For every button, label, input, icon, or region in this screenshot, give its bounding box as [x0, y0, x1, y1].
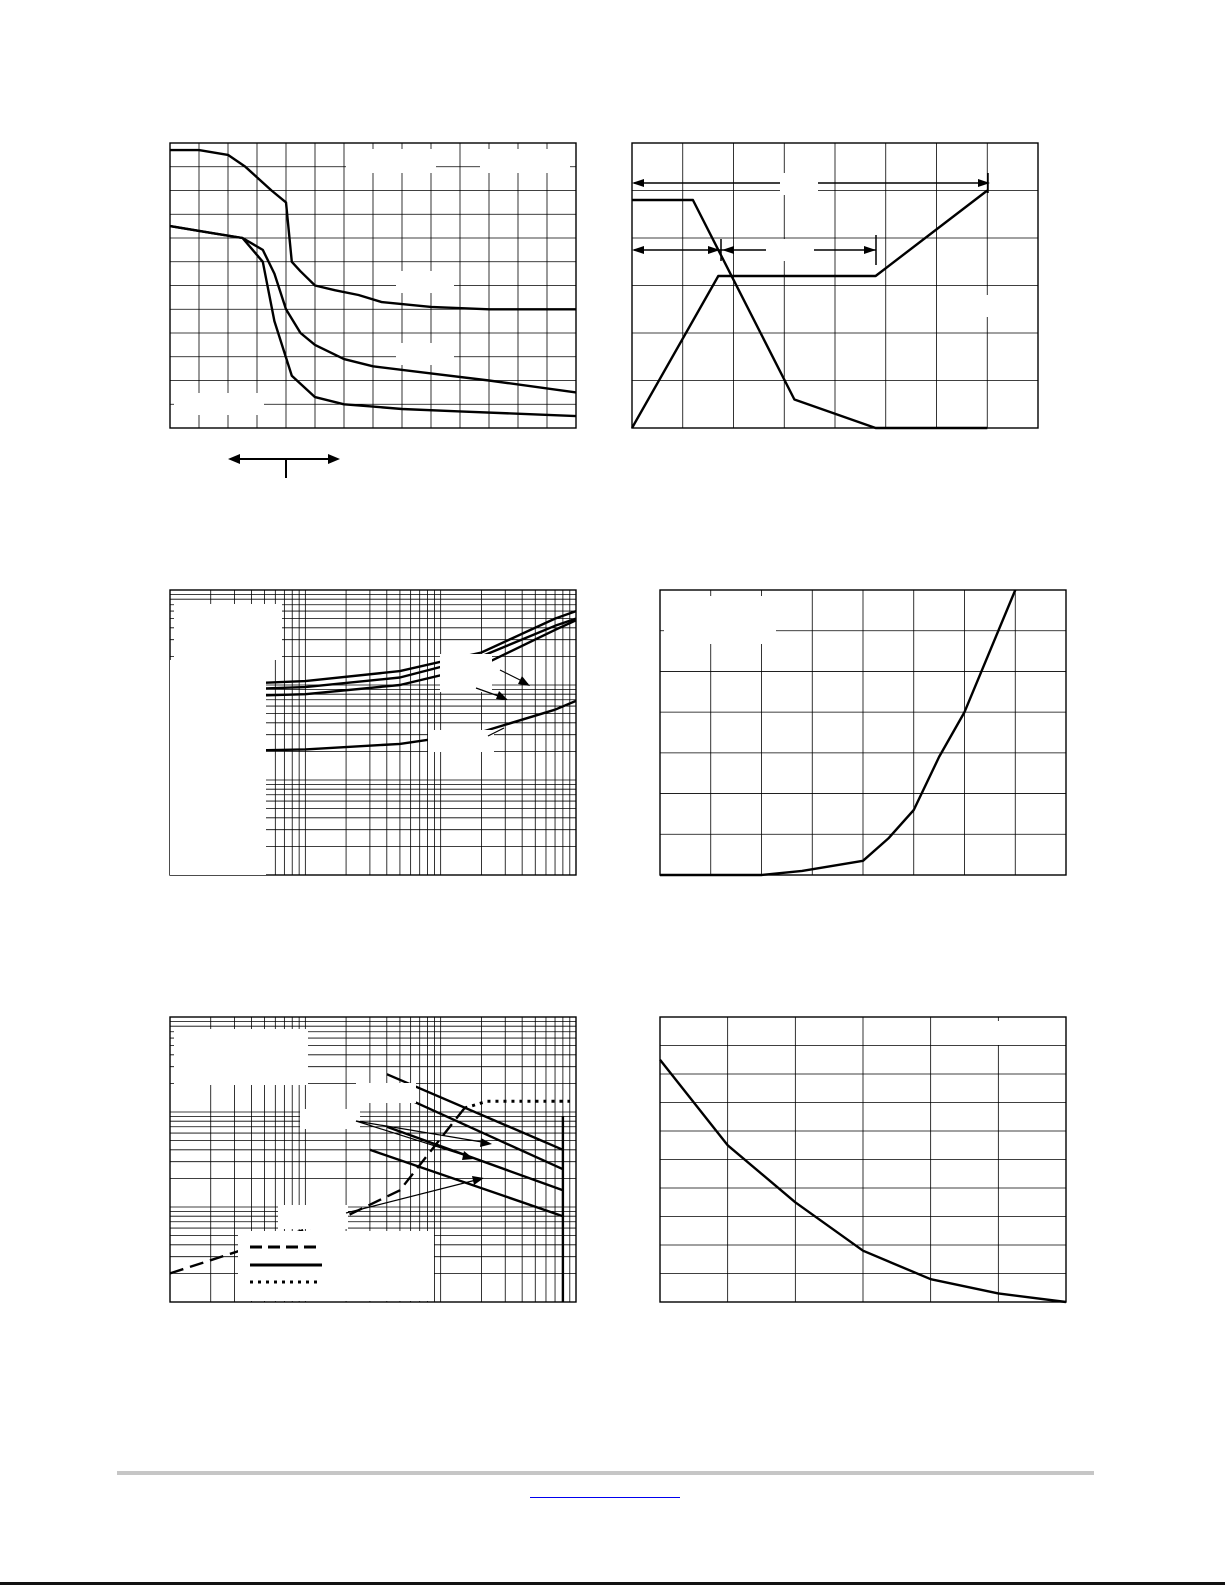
- legend-box: [238, 1231, 434, 1301]
- region-arrow: [228, 450, 340, 478]
- chart-top-left-plot: [170, 143, 576, 428]
- arrow-head: [480, 1138, 492, 1147]
- series: [632, 191, 987, 429]
- label-mask: [440, 654, 492, 692]
- series-line-ramp: [632, 191, 987, 429]
- annotations: [174, 1029, 492, 1301]
- grid: [660, 1017, 1066, 1302]
- annotations: [632, 173, 1034, 317]
- chart-middle-left-plot: [170, 590, 576, 875]
- chart-top-right-plot: [632, 143, 1038, 428]
- label-mask: [174, 604, 282, 660]
- label-mask: [396, 343, 454, 365]
- annotations: [170, 604, 530, 875]
- arrow-head: [496, 691, 508, 700]
- annotations: [174, 149, 570, 415]
- chart-top-left: [170, 143, 576, 428]
- series-line-fall: [632, 200, 987, 428]
- label-mask: [982, 295, 1034, 317]
- chart-bottom-left-plot: [170, 1017, 576, 1302]
- label-mask: [664, 596, 776, 644]
- label-mask: [174, 1029, 308, 1085]
- grid: [632, 143, 1038, 428]
- label-mask: [766, 239, 814, 261]
- chart-top-right: [632, 143, 1038, 428]
- chart-bottom-left: [170, 1017, 576, 1302]
- footer-link-underline: [530, 1497, 680, 1498]
- pointer-arrow: [346, 1179, 480, 1213]
- arrow-head: [632, 179, 644, 187]
- arrow-head: [864, 246, 876, 254]
- label-mask: [396, 271, 454, 293]
- arrow-head: [462, 1151, 474, 1160]
- chart-bottom-right: [660, 1017, 1066, 1302]
- label-mask: [346, 149, 436, 173]
- chart-middle-right: [660, 590, 1066, 875]
- label-mask: [428, 730, 494, 752]
- label-mask: [278, 1205, 348, 1229]
- label-mask: [780, 173, 818, 195]
- label-mask: [300, 1109, 360, 1129]
- label-mask: [356, 1083, 416, 1103]
- footer-link[interactable]: [530, 1480, 680, 1498]
- label-mask: [936, 1021, 1062, 1045]
- footer-divider: [117, 1471, 1094, 1475]
- annotations: [664, 596, 776, 644]
- series-line-limit-dotted: [465, 1101, 570, 1108]
- arrow-head: [518, 676, 530, 686]
- label-mask: [480, 149, 570, 173]
- arrow-head: [722, 246, 734, 254]
- label-mask: [170, 660, 266, 875]
- footer-link-text[interactable]: www.onsemi.com: [562, 1482, 648, 1494]
- chart-middle-left: [170, 590, 576, 875]
- annotations: [936, 1021, 1062, 1045]
- arrow-head: [632, 246, 644, 254]
- chart-bottom-right-plot: [660, 1017, 1066, 1302]
- arrow-head: [472, 1176, 484, 1185]
- chart-middle-right-plot: [660, 590, 1066, 875]
- label-mask: [174, 393, 264, 415]
